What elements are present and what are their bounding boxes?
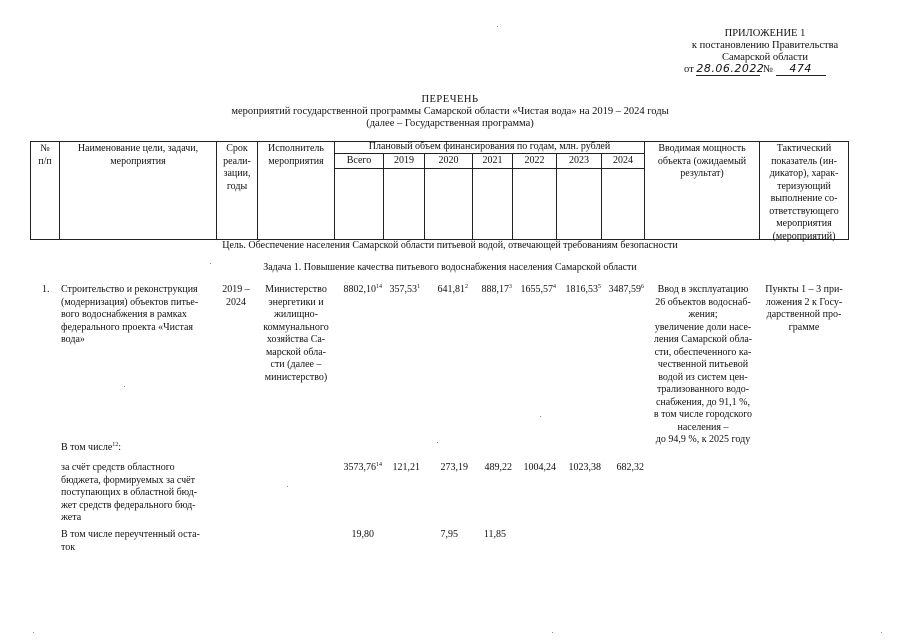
appendix-title: ПРИЛОЖЕНИЕ 1 [724, 28, 806, 39]
regional-2022: 1004,24 [523, 462, 556, 473]
row1-2023: 1816,53$^5$ [565, 284, 601, 295]
header-indicator: Тактический показатель (ин- дикатор), харак- теризующий выполнение со- ответствующего мероприятия (мероприятий) [769, 143, 839, 242]
goal-line: Цель. Обеспечение населения Самарской области питьевой водой, отвечающей требованиям безопасности [222, 240, 678, 251]
carryover-name: В том числе переучтенный оста- ток [61, 529, 200, 553]
carryover-total: 19,80 [351, 529, 374, 540]
row1-total: 8802,10$^{14}$ [343, 284, 382, 295]
header-funding-2021: 2021 [482, 155, 503, 166]
appendix-line1: к постановлению Правительства [691, 40, 839, 51]
document-subtitle2: (далее – Государственная программа) [366, 118, 534, 129]
row1-name: Строительство и реконструкция (модернизация) объектов питье- вого водоснабжения в рамках федерального проекта «Чистая вода» [61, 284, 199, 345]
row1-2021: 888,17$^3$ [481, 284, 512, 295]
row1-num: 1. [42, 284, 50, 295]
regional-2020: 273,19 [440, 462, 468, 473]
regional-total: 3573,76$^{14}$ [343, 462, 382, 473]
header-funding: Плановый объем финансирования по годам, млн. рублей [368, 141, 611, 152]
scan-speck [437, 442, 438, 443]
row1-2024: 3487,59$^6$ [608, 284, 644, 295]
row1-2022: 1655,57$^4$ [520, 284, 556, 295]
row1-capacity: Ввод в эксплуатацию 26 объектов водоснаб- жения; увеличение доли насе- ления Самарской обла- сти, обеспеченного ка- чественной питьевой водой из систем цен- трализованного водо- снабжения, до 91,1 %, в том числе городского населения – до 94,9 %, к 2025 году [653, 284, 753, 445]
date-prefix: от [684, 64, 694, 75]
document-title: ПЕРЕЧЕНЬ [421, 94, 479, 105]
header-capacity: Вводимая мощность объекта (ожидаемый результат) [657, 143, 747, 179]
regional-2021: 489,22 [484, 462, 512, 473]
scan-speck [552, 632, 553, 633]
header-funding-2019: 2019 [394, 155, 414, 166]
header-funding-total: Всего [346, 155, 372, 166]
row1-2020: 641,81$^2$ [437, 284, 468, 295]
appendix-number: 474 [776, 63, 826, 76]
appendix-date: 28.06.2022 [696, 62, 765, 75]
row1-indicator: Пункты 1 – 3 при- ложения 2 к Госу- дарственной про- грамме [765, 284, 843, 333]
including-label: В том числе$^{12}$: [61, 442, 122, 453]
header-funding-2024: 2024 [613, 155, 633, 166]
document-subtitle: мероприятий государственной программы Самарской области «Чистая вода» на 2019 – 2024 годы [231, 106, 669, 117]
scan-speck [540, 416, 541, 417]
row1-period: 2019 – 2024 [222, 284, 250, 308]
number-prefix: № [762, 64, 773, 75]
header-name: Наименование цели, задачи, мероприятия [77, 143, 199, 167]
regional-2019: 121,21 [392, 462, 420, 473]
carryover-2021: 11,85 [483, 529, 506, 540]
row1-2019: 357,53$^1$ [389, 284, 420, 295]
scan-speck [881, 632, 882, 633]
scan-speck [33, 632, 34, 633]
regional-2024: 682,32 [616, 462, 644, 473]
carryover-2020: 7,95 [440, 529, 458, 540]
header-executor: Исполнитель мероприятия [268, 143, 324, 167]
scan-speck [210, 263, 211, 264]
regional-name: за счёт средств областного бюджета, формируемых за счёт поступающих в областной бюд- жет средств федерального бюд- жета [61, 462, 198, 523]
header-period: Срок реали- зации, годы [223, 143, 251, 192]
header-funding-2023: 2023 [569, 155, 589, 166]
appendix-line2: Самарской области [722, 52, 808, 63]
scan-speck [497, 26, 498, 27]
header-funding-2022: 2022 [524, 155, 545, 166]
row1-executor: Министерство энергетики и жилищно- коммунального хозяйства Са- марской обла- сти (далее – министерство) [263, 284, 329, 383]
header-num: № п/п [38, 143, 52, 167]
header-funding-2020: 2020 [438, 155, 459, 166]
task-line: Задача 1. Повышение качества питьевого водоснабжения населения Самарской области [263, 262, 637, 273]
regional-2023: 1023,38 [568, 462, 601, 473]
scan-speck [287, 486, 288, 487]
scan-speck [124, 386, 125, 387]
